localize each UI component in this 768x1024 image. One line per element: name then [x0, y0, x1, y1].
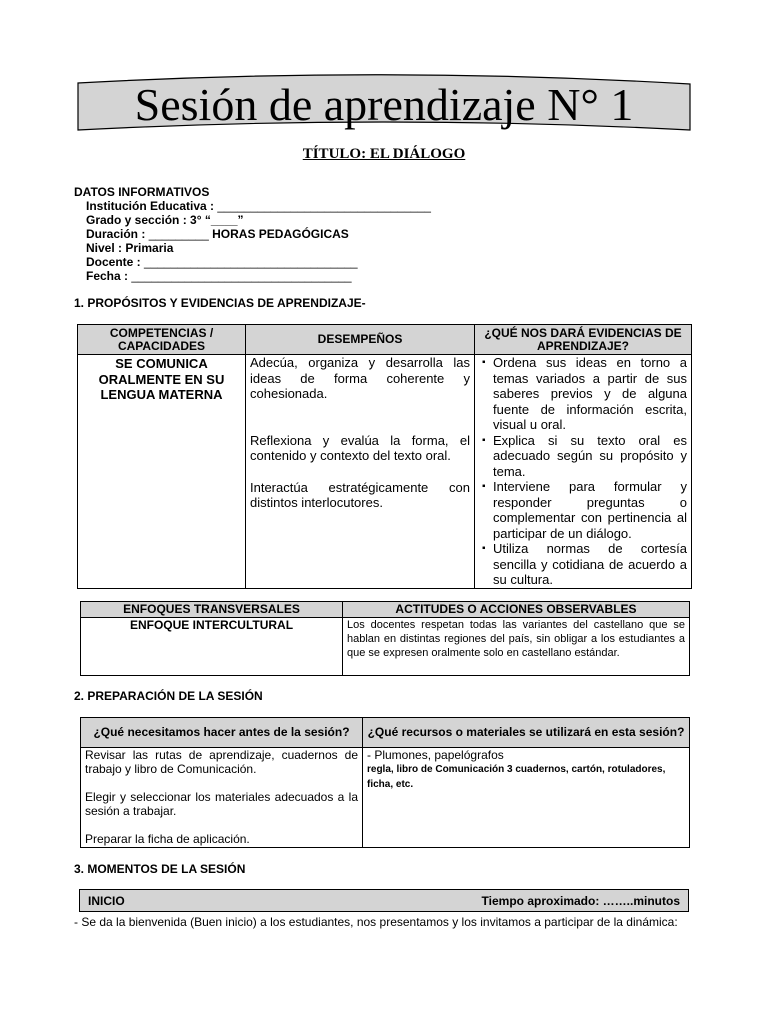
fecha-label: Fecha :: [86, 269, 129, 283]
th-enfoques: ENFOQUES TRANSVERSALES: [81, 602, 343, 618]
duracion-row: [74, 227, 431, 241]
docente-label: Docente :: [86, 255, 141, 269]
duracion-fill: _________: [148, 227, 209, 241]
antes-item: Elegir y seleccionar los materiales adecuados a la sesión a trabajar.: [85, 790, 358, 818]
section1-heading: 1. PROPÓSITOS Y EVIDENCIAS DE APRENDIZAJE-: [74, 296, 366, 310]
evidencias-cell: [475, 355, 692, 589]
actitud-cell: Los docentes respetan todas las variantes del castellano que se hablan en distintas regiones del país, sin obligar a los estudiantes a que se expresen oralmente solo en castellano estándar.: [343, 618, 690, 676]
docente-fill: ________________________________: [144, 255, 358, 269]
nivel-row: Nivel : Primaria: [86, 241, 174, 255]
tiempo-label: Tiempo aproximado: ……..minutos: [481, 894, 680, 908]
section3-heading: 3. MOMENTOS DE LA SESIÓN: [74, 862, 246, 876]
competencia-cell: SE COMUNICA ORALMENTE EN SU LENGUA MATERNA: [78, 355, 246, 589]
fecha-fill: _________________________________: [131, 269, 352, 283]
inicio-bar: [79, 889, 689, 912]
recursos-cell: [363, 748, 690, 848]
section2-heading: 2. PREPARACIÓN DE LA SESIÓN: [74, 689, 263, 703]
evidencia-item: ▪ Explica si su texto oral es adecuado según su propósito y tema.: [493, 433, 687, 480]
th-recursos: ¿Qué recursos o materiales se utilizará en esta sesión?: [363, 718, 690, 748]
preparacion-table: [80, 717, 690, 848]
desempeno-item: Interactúa estratégicamente con distintos interlocutores.: [250, 479, 470, 510]
propositos-table: [77, 324, 692, 589]
th-actitudes: ACTITUDES O ACCIONES OBSERVABLES: [343, 602, 690, 618]
antes-item: Preparar la ficha de aplicación.: [85, 832, 250, 846]
inicio-label: INICIO: [88, 894, 125, 908]
recursos-line: regla, libro de Comunicación 3 cuadernos, cartón, rotuladores, ficha, etc.: [367, 764, 666, 790]
antes-cell: [81, 748, 363, 848]
evidencia-item: ▪ Interviene para formular y responder preguntas o complementar con pertinencia al participar de un diálogo.: [493, 479, 687, 541]
enfoques-table: [80, 601, 690, 676]
inicio-intro: - Se da la bienvenida (Buen inicio) a los estudiantes, nos presentamos y los invitamos a participar de la dinámica:: [74, 915, 678, 929]
desempenos-cell: [246, 355, 475, 589]
th-evidencias: ¿QUÉ NOS DARÁ EVIDENCIAS DE APRENDIZAJE?: [475, 325, 692, 355]
evidencia-item: ▪ Ordena sus ideas en torno a temas variados a partir de sus saberes previos y de alguna fuente de información escrita, visual u oral.: [493, 355, 687, 433]
docente-row: [74, 255, 431, 269]
antes-item: Revisar las rutas de aprendizaje, cuadernos de trabajo y libro de Comunicación.: [85, 748, 358, 776]
ie-row: [74, 199, 431, 213]
duracion-suffix: HORAS PEDAGÓGICAS: [212, 227, 349, 241]
datos-informativos: [74, 185, 431, 283]
grado-row: Grado y sección : 3° “____”: [86, 213, 244, 227]
ie-label: Institución Educativa :: [86, 199, 215, 213]
th-competencias: COMPETENCIAS / CAPACIDADES: [78, 325, 246, 355]
evidencia-item: ▪ Utiliza normas de cortesía sencilla y cotidiana de acuerdo a su cultura.: [493, 541, 687, 588]
desempeno-item: Adecúa, organiza y desarrolla las ideas de forma coherente y cohesionada.: [250, 355, 470, 401]
datos-heading: DATOS INFORMATIVOS: [74, 185, 210, 199]
fecha-row: [74, 269, 431, 283]
recursos-line: - Plumones, papelógrafos: [367, 748, 504, 762]
th-antes: ¿Qué necesitamos hacer antes de la sesión?: [81, 718, 363, 748]
enfoque-cell: ENFOQUE INTERCULTURAL: [81, 618, 343, 676]
duracion-label: Duración :: [86, 227, 146, 241]
page-title: TÍTULO: EL DIÁLOGO: [302, 146, 466, 162]
th-desempenos: DESEMPEÑOS: [246, 325, 475, 355]
ie-fill: ________________________________: [217, 199, 431, 213]
desempeno-item: Reflexiona y evalúa la forma, el contenido y contexto del texto oral.: [250, 432, 470, 463]
session-title: Sesión de aprendizaje N° 1: [134, 79, 634, 130]
